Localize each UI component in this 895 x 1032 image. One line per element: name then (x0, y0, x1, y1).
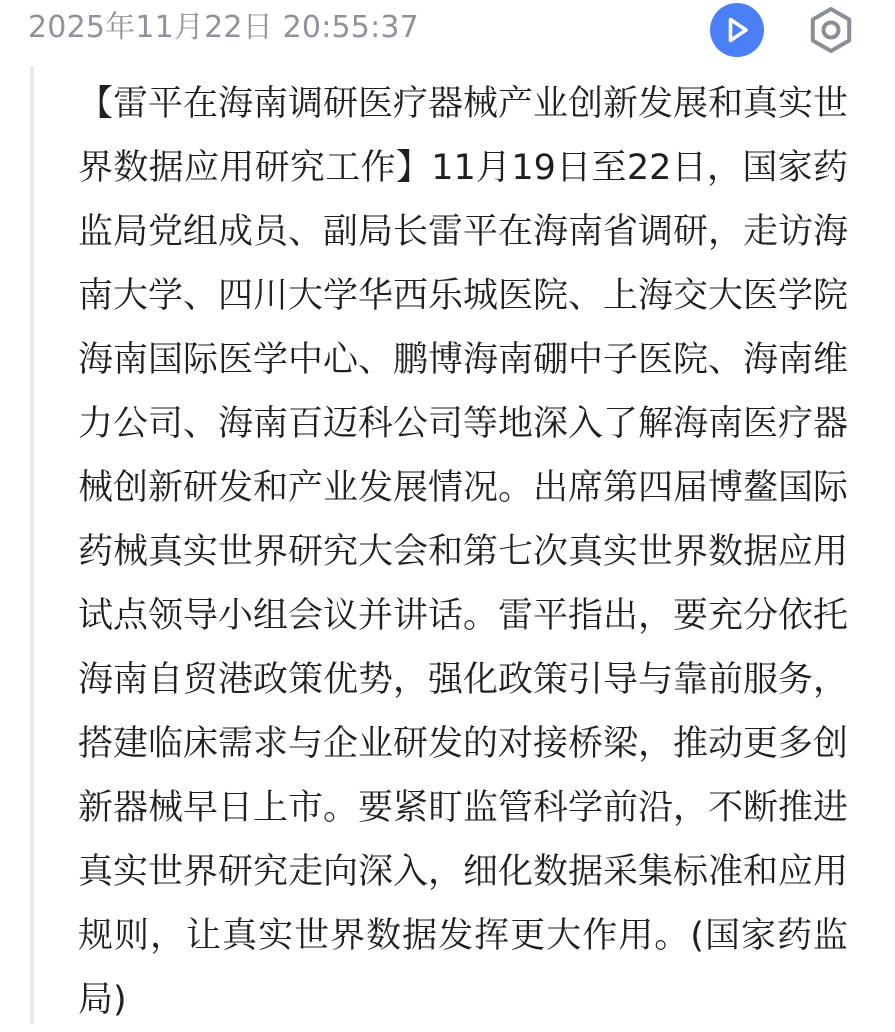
quote-bar (30, 66, 34, 1024)
post-timestamp: 2025年11月22日 20:55:37 (28, 10, 419, 45)
post-body: 【雷平在海南调研医疗器械产业创新发展和真实世界数据应用研究工作】11月19日至22日，国家药监局党组成员、副局长雷平在海南省调研，走访海南大学、四川大学华西乐城医院、上海交大医学院海南国际医学中心、鹏博海南硼中子医院、海南维力公司、海南百迈科公司等地深入了解海南医疗器械创新研发和产业发展情况。出席第四届博鳌国际药械真实世界研究大会和第七次真实世界数据应用试点领导小组会议并讲话。雷平指出，要充分依托海南自贸港政策优势，强化政策引导与靠前服务，搭建临床需求与企业研发的对接桥梁，推动更多创新器械早日上市。要紧盯监管科学前沿，不断推进真实世界研究走向深入，细化数据采集标准和应用规则，让真实世界数据发挥更大作用。(国家药监局) (78, 84, 849, 1020)
post-header (0, 0, 895, 60)
settings-button[interactable] (804, 3, 858, 57)
play-button[interactable] (710, 3, 764, 57)
gear-icon (804, 3, 858, 57)
play-icon (710, 3, 764, 57)
